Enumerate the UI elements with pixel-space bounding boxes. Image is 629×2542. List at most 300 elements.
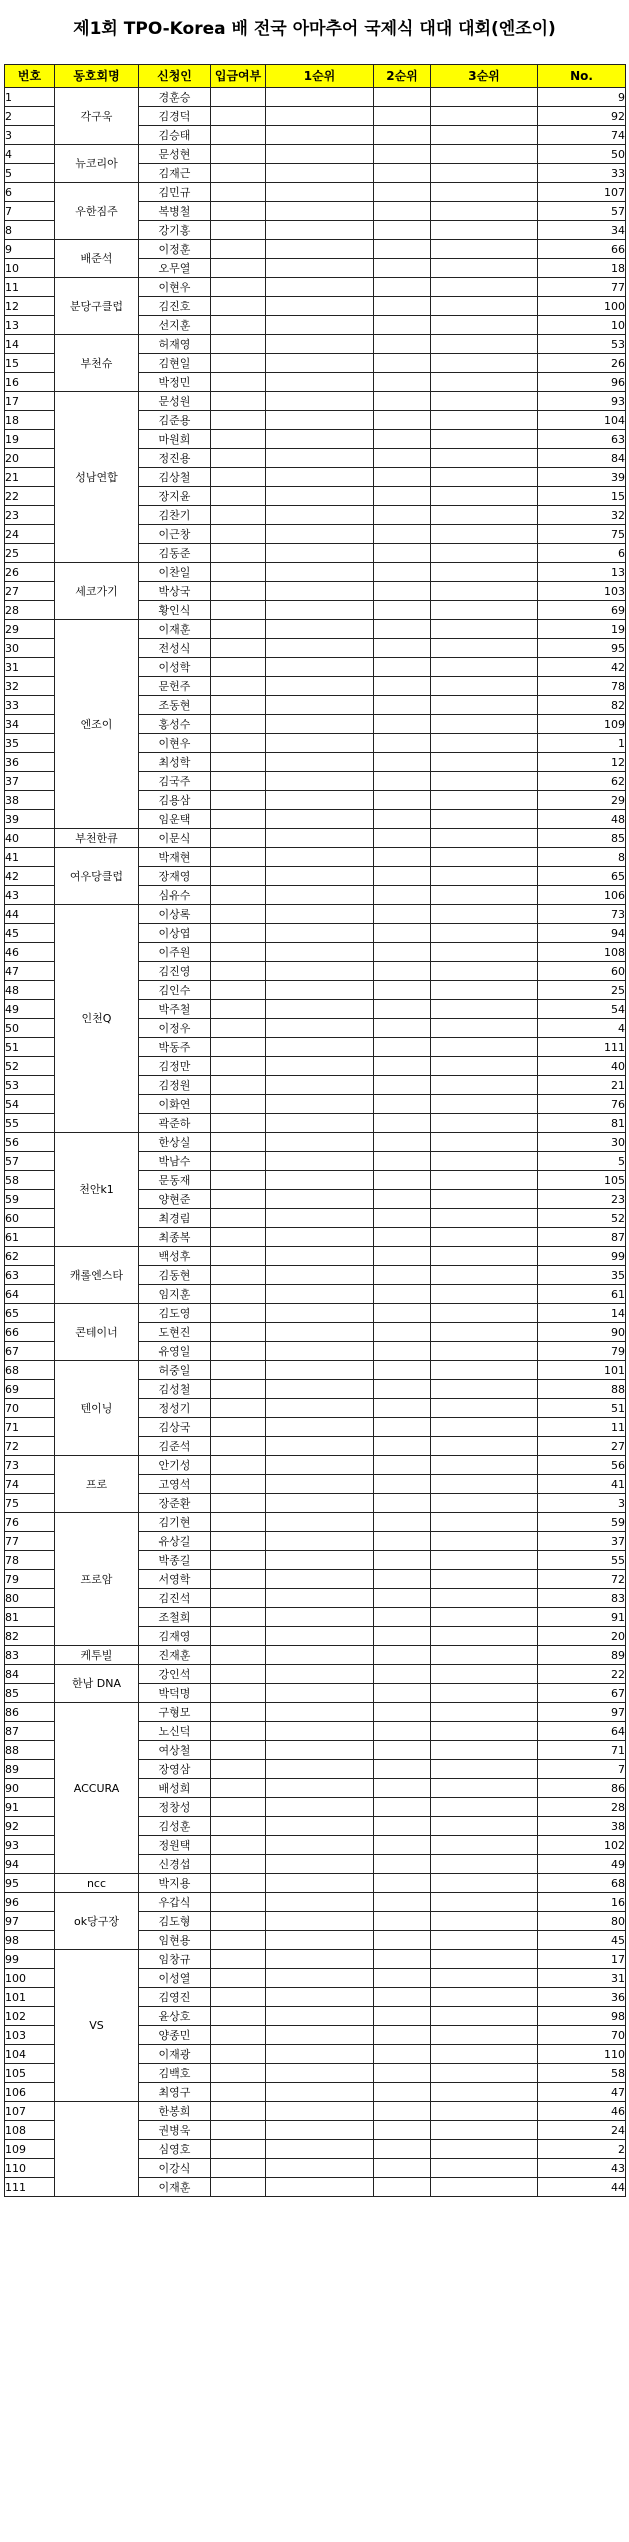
rank1-cell <box>266 1209 374 1228</box>
row-number: 98 <box>5 1931 55 1950</box>
row-number: 58 <box>5 1171 55 1190</box>
payment-cell <box>211 2007 266 2026</box>
row-number: 110 <box>5 2159 55 2178</box>
draw-number: 82 <box>538 696 626 715</box>
rank1-cell <box>266 107 374 126</box>
draw-number: 90 <box>538 1323 626 1342</box>
rank3-cell <box>431 1095 538 1114</box>
row-number: 97 <box>5 1912 55 1931</box>
rank1-cell <box>266 1627 374 1646</box>
rank3-cell <box>431 1722 538 1741</box>
draw-number: 108 <box>538 943 626 962</box>
applicant-name: 김동준 <box>139 544 211 563</box>
rank2-cell <box>374 202 431 221</box>
rank1-cell <box>266 126 374 145</box>
rank1-cell <box>266 1551 374 1570</box>
rank3-cell <box>431 1817 538 1836</box>
payment-cell <box>211 563 266 582</box>
rank2-cell <box>374 1836 431 1855</box>
rank2-cell <box>374 772 431 791</box>
applicant-name: 김찬기 <box>139 506 211 525</box>
rank3-cell <box>431 1969 538 1988</box>
row-number: 74 <box>5 1475 55 1494</box>
payment-cell <box>211 2045 266 2064</box>
applicant-name: 유영일 <box>139 1342 211 1361</box>
row-number: 26 <box>5 563 55 582</box>
rank3-cell <box>431 1589 538 1608</box>
rank1-cell <box>266 1589 374 1608</box>
payment-cell <box>211 544 266 563</box>
applicant-name: 박남수 <box>139 1152 211 1171</box>
draw-number: 4 <box>538 1019 626 1038</box>
rank2-cell <box>374 943 431 962</box>
row-number: 86 <box>5 1703 55 1722</box>
rank2-cell <box>374 1760 431 1779</box>
rank1-cell <box>266 563 374 582</box>
rank1-cell <box>266 1475 374 1494</box>
rank2-cell <box>374 1950 431 1969</box>
header-applicant: 신청인 <box>139 65 211 88</box>
rank1-cell <box>266 734 374 753</box>
rank1-cell <box>266 601 374 620</box>
applicant-name: 여상철 <box>139 1741 211 1760</box>
payment-cell <box>211 1950 266 1969</box>
rank3-cell <box>431 1760 538 1779</box>
rank1-cell <box>266 867 374 886</box>
payment-cell <box>211 1665 266 1684</box>
rank2-cell <box>374 2045 431 2064</box>
row-number: 2 <box>5 107 55 126</box>
rank3-cell <box>431 373 538 392</box>
rank1-cell <box>266 354 374 373</box>
applicant-name: 이현우 <box>139 278 211 297</box>
rank3-cell <box>431 145 538 164</box>
rank3-cell <box>431 563 538 582</box>
row-number: 5 <box>5 164 55 183</box>
payment-cell <box>211 164 266 183</box>
rank1-cell <box>266 411 374 430</box>
payment-cell <box>211 1114 266 1133</box>
row-number: 47 <box>5 962 55 981</box>
row-number: 20 <box>5 449 55 468</box>
payment-cell <box>211 354 266 373</box>
payment-cell <box>211 126 266 145</box>
applicant-name: 김성훈 <box>139 1817 211 1836</box>
rank1-cell <box>266 316 374 335</box>
table-row <box>5 1665 626 1684</box>
draw-number: 10 <box>538 316 626 335</box>
draw-number: 58 <box>538 2064 626 2083</box>
applicant-name: 양종민 <box>139 2026 211 2045</box>
rank3-cell <box>431 1513 538 1532</box>
rank2-cell <box>374 905 431 924</box>
rank3-cell <box>431 202 538 221</box>
rank2-cell <box>374 1076 431 1095</box>
draw-number: 67 <box>538 1684 626 1703</box>
rank3-cell <box>431 1874 538 1893</box>
rank2-cell <box>374 1874 431 1893</box>
applicant-name: 이성학 <box>139 658 211 677</box>
row-number: 25 <box>5 544 55 563</box>
payment-cell <box>211 924 266 943</box>
row-number: 8 <box>5 221 55 240</box>
rank3-cell <box>431 2140 538 2159</box>
rank1-cell <box>266 1665 374 1684</box>
club-name: 분당구클럽 <box>55 278 139 335</box>
draw-number: 76 <box>538 1095 626 1114</box>
payment-cell <box>211 1532 266 1551</box>
table-row <box>5 905 626 924</box>
payment-cell <box>211 1437 266 1456</box>
rank3-cell <box>431 1741 538 1760</box>
applicant-name: 서영학 <box>139 1570 211 1589</box>
draw-number: 42 <box>538 658 626 677</box>
payment-cell <box>211 1494 266 1513</box>
club-name: 케투빌 <box>55 1646 139 1665</box>
rank2-cell <box>374 1893 431 1912</box>
payment-cell <box>211 791 266 810</box>
rank2-cell <box>374 107 431 126</box>
rank2-cell <box>374 1114 431 1133</box>
draw-number: 29 <box>538 791 626 810</box>
rank2-cell <box>374 1304 431 1323</box>
rank1-cell <box>266 1342 374 1361</box>
rank2-cell <box>374 1703 431 1722</box>
rank1-cell <box>266 905 374 924</box>
rank1-cell <box>266 88 374 107</box>
rank1-cell <box>266 1019 374 1038</box>
rank2-cell <box>374 1209 431 1228</box>
rank2-cell <box>374 487 431 506</box>
header-rank2: 2순위 <box>374 65 431 88</box>
applicant-name: 경훈승 <box>139 88 211 107</box>
rank2-cell <box>374 696 431 715</box>
row-number: 48 <box>5 981 55 1000</box>
rank1-cell <box>266 1399 374 1418</box>
draw-number: 6 <box>538 544 626 563</box>
payment-cell <box>211 886 266 905</box>
draw-number: 30 <box>538 1133 626 1152</box>
rank2-cell <box>374 886 431 905</box>
rank2-cell <box>374 430 431 449</box>
applicant-name: 임창규 <box>139 1950 211 1969</box>
rank1-cell <box>266 791 374 810</box>
rank1-cell <box>266 2159 374 2178</box>
rank3-cell <box>431 1684 538 1703</box>
applicant-name: 이찬일 <box>139 563 211 582</box>
row-number: 12 <box>5 297 55 316</box>
row-number: 76 <box>5 1513 55 1532</box>
rank1-cell <box>266 1684 374 1703</box>
applicant-name: 이현우 <box>139 734 211 753</box>
row-number: 44 <box>5 905 55 924</box>
payment-cell <box>211 1285 266 1304</box>
draw-number: 8 <box>538 848 626 867</box>
rank1-cell <box>266 1418 374 1437</box>
rank2-cell <box>374 1247 431 1266</box>
rank2-cell <box>374 2007 431 2026</box>
rank1-cell <box>266 297 374 316</box>
applicant-name: 문성현 <box>139 145 211 164</box>
applicant-name: 정창성 <box>139 1798 211 1817</box>
row-number: 30 <box>5 639 55 658</box>
payment-cell <box>211 867 266 886</box>
rank3-cell <box>431 1266 538 1285</box>
row-number: 35 <box>5 734 55 753</box>
payment-cell <box>211 1969 266 1988</box>
payment-cell <box>211 1323 266 1342</box>
rank1-cell <box>266 1228 374 1247</box>
rank3-cell <box>431 240 538 259</box>
rank1-cell <box>266 145 374 164</box>
rank3-cell <box>431 1893 538 1912</box>
draw-number: 5 <box>538 1152 626 1171</box>
table-row <box>5 2102 626 2121</box>
club-name: 엔조이 <box>55 620 139 829</box>
payment-cell <box>211 1760 266 1779</box>
draw-number: 23 <box>538 1190 626 1209</box>
payment-cell <box>211 2083 266 2102</box>
row-number: 41 <box>5 848 55 867</box>
rank3-cell <box>431 715 538 734</box>
rank1-cell <box>266 1532 374 1551</box>
rank2-cell <box>374 335 431 354</box>
rank3-cell <box>431 449 538 468</box>
rank2-cell <box>374 1038 431 1057</box>
row-number: 62 <box>5 1247 55 1266</box>
rank2-cell <box>374 1266 431 1285</box>
rank3-cell <box>431 1665 538 1684</box>
row-number: 39 <box>5 810 55 829</box>
table-row <box>5 1513 626 1532</box>
payment-cell <box>211 2026 266 2045</box>
draw-number: 111 <box>538 1038 626 1057</box>
row-number: 88 <box>5 1741 55 1760</box>
rank3-cell <box>431 1912 538 1931</box>
applicant-name: 정성기 <box>139 1399 211 1418</box>
rank3-cell <box>431 2102 538 2121</box>
club-name: 부천한큐 <box>55 829 139 848</box>
applicant-name: 김도영 <box>139 1304 211 1323</box>
draw-number: 72 <box>538 1570 626 1589</box>
rank3-cell <box>431 1855 538 1874</box>
row-number: 93 <box>5 1836 55 1855</box>
row-number: 109 <box>5 2140 55 2159</box>
rank3-cell <box>431 278 538 297</box>
rank2-cell <box>374 582 431 601</box>
rank1-cell <box>266 1760 374 1779</box>
rank3-cell <box>431 582 538 601</box>
rank2-cell <box>374 525 431 544</box>
rank1-cell <box>266 1722 374 1741</box>
row-number: 11 <box>5 278 55 297</box>
draw-number: 102 <box>538 1836 626 1855</box>
row-number: 70 <box>5 1399 55 1418</box>
payment-cell <box>211 962 266 981</box>
header-rank1: 1순위 <box>266 65 374 88</box>
rank3-cell <box>431 1950 538 1969</box>
rank3-cell <box>431 1836 538 1855</box>
applicant-name: 조철희 <box>139 1608 211 1627</box>
draw-number: 1 <box>538 734 626 753</box>
row-number: 72 <box>5 1437 55 1456</box>
draw-number: 43 <box>538 2159 626 2178</box>
rank1-cell <box>266 183 374 202</box>
rank1-cell <box>266 1323 374 1342</box>
payment-cell <box>211 1551 266 1570</box>
draw-number: 98 <box>538 2007 626 2026</box>
applicant-name: 박지용 <box>139 1874 211 1893</box>
rank3-cell <box>431 1361 538 1380</box>
draw-number: 87 <box>538 1228 626 1247</box>
rank2-cell <box>374 88 431 107</box>
draw-number: 63 <box>538 430 626 449</box>
table-row <box>5 1703 626 1722</box>
draw-number: 71 <box>538 1741 626 1760</box>
draw-number: 60 <box>538 962 626 981</box>
applicant-name: 임현용 <box>139 1931 211 1950</box>
draw-number: 49 <box>538 1855 626 1874</box>
table-row <box>5 240 626 259</box>
rank2-cell <box>374 316 431 335</box>
row-number: 17 <box>5 392 55 411</box>
rank3-cell <box>431 411 538 430</box>
row-number: 65 <box>5 1304 55 1323</box>
applicant-name: 도현진 <box>139 1323 211 1342</box>
draw-number: 99 <box>538 1247 626 1266</box>
payment-cell <box>211 1988 266 2007</box>
rank2-cell <box>374 924 431 943</box>
club-name: 인천Q <box>55 905 139 1133</box>
draw-number: 32 <box>538 506 626 525</box>
applicant-name: 박덕명 <box>139 1684 211 1703</box>
payment-cell <box>211 1817 266 1836</box>
rank2-cell <box>374 791 431 810</box>
payment-cell <box>211 582 266 601</box>
rank2-cell <box>374 2121 431 2140</box>
applicant-name: 장지윤 <box>139 487 211 506</box>
row-number: 56 <box>5 1133 55 1152</box>
rank1-cell <box>266 981 374 1000</box>
payment-cell <box>211 1152 266 1171</box>
rank1-cell <box>266 430 374 449</box>
rank3-cell <box>431 1437 538 1456</box>
row-number: 36 <box>5 753 55 772</box>
rank1-cell <box>266 1836 374 1855</box>
applicant-name: 최경림 <box>139 1209 211 1228</box>
rank2-cell <box>374 563 431 582</box>
rank1-cell <box>266 620 374 639</box>
rank3-cell <box>431 1323 538 1342</box>
row-number: 18 <box>5 411 55 430</box>
rank3-cell <box>431 88 538 107</box>
page-title: 제1회 TPO-Korea 배 전국 아마추어 국제식 대대 대회(엔조이) <box>73 19 556 39</box>
rank1-cell <box>266 335 374 354</box>
rank3-cell <box>431 297 538 316</box>
payment-cell <box>211 1874 266 1893</box>
rank3-cell <box>431 1342 538 1361</box>
applicant-name: 김준석 <box>139 1437 211 1456</box>
payment-cell <box>211 1836 266 1855</box>
payment-cell <box>211 1475 266 1494</box>
rank1-cell <box>266 696 374 715</box>
rank2-cell <box>374 183 431 202</box>
payment-cell <box>211 1399 266 1418</box>
rank3-cell <box>431 658 538 677</box>
rank2-cell <box>374 1171 431 1190</box>
applicant-name: 김백호 <box>139 2064 211 2083</box>
rank2-cell <box>374 620 431 639</box>
row-number: 54 <box>5 1095 55 1114</box>
payment-cell <box>211 696 266 715</box>
club-name: 우한짐주 <box>55 183 139 240</box>
row-number: 6 <box>5 183 55 202</box>
payment-cell <box>211 1190 266 1209</box>
rank3-cell <box>431 1779 538 1798</box>
applicant-name: 오무열 <box>139 259 211 278</box>
payment-cell <box>211 335 266 354</box>
row-number: 23 <box>5 506 55 525</box>
header-club: 동호회명 <box>55 65 139 88</box>
rank1-cell <box>266 1456 374 1475</box>
rank2-cell <box>374 1019 431 1038</box>
draw-number: 73 <box>538 905 626 924</box>
club-name: 배준석 <box>55 240 139 278</box>
rank1-cell <box>266 1247 374 1266</box>
applicant-name: 박주철 <box>139 1000 211 1019</box>
applicant-name: 김영진 <box>139 1988 211 2007</box>
applicant-name: 김인수 <box>139 981 211 1000</box>
applicant-name: 이상엽 <box>139 924 211 943</box>
row-number: 108 <box>5 2121 55 2140</box>
row-number: 94 <box>5 1855 55 1874</box>
rank2-cell <box>374 278 431 297</box>
applicant-name: 김승태 <box>139 126 211 145</box>
applicant-name: 고영석 <box>139 1475 211 1494</box>
draw-number: 101 <box>538 1361 626 1380</box>
row-number: 73 <box>5 1456 55 1475</box>
table-row <box>5 335 626 354</box>
rank3-cell <box>431 126 538 145</box>
rank3-cell <box>431 506 538 525</box>
draw-number: 54 <box>538 1000 626 1019</box>
applicant-name: 선지훈 <box>139 316 211 335</box>
payment-cell <box>211 1893 266 1912</box>
row-number: 42 <box>5 867 55 886</box>
rank3-cell <box>431 753 538 772</box>
table-row <box>5 1133 626 1152</box>
draw-number: 69 <box>538 601 626 620</box>
rank3-cell <box>431 1646 538 1665</box>
draw-number: 19 <box>538 620 626 639</box>
draw-number: 36 <box>538 1988 626 2007</box>
table-row <box>5 1646 626 1665</box>
applicant-name: 곽준하 <box>139 1114 211 1133</box>
payment-cell <box>211 2064 266 2083</box>
rank2-cell <box>374 867 431 886</box>
rank2-cell <box>374 1190 431 1209</box>
rank3-cell <box>431 1608 538 1627</box>
payment-cell <box>211 1798 266 1817</box>
draw-number: 47 <box>538 2083 626 2102</box>
row-number: 1 <box>5 88 55 107</box>
rank1-cell <box>266 544 374 563</box>
applicant-name: 김도형 <box>139 1912 211 1931</box>
payment-cell <box>211 639 266 658</box>
row-number: 51 <box>5 1038 55 1057</box>
draw-number: 35 <box>538 1266 626 1285</box>
payment-cell <box>211 411 266 430</box>
